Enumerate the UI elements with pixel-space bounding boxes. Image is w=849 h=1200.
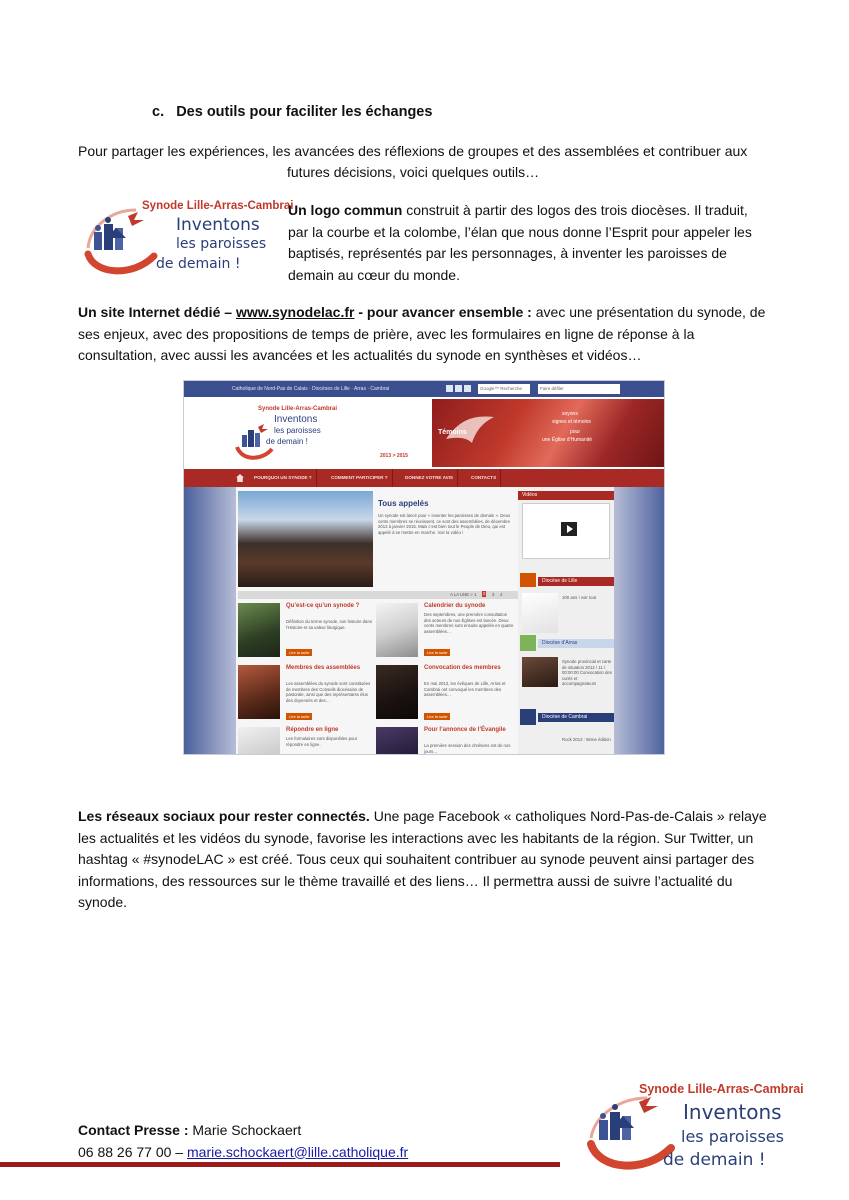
social-paragraph xyxy=(78,806,767,914)
card-membres xyxy=(238,665,376,723)
banner-years: 2013 > 2015 xyxy=(380,453,408,459)
logo-paragraph-l1: construit à partir des logos des trois diocèses. Il traduit, xyxy=(402,202,748,218)
feature-photo xyxy=(238,491,373,587)
pager-page-3[interactable]: 3 xyxy=(492,592,495,597)
lille-thumb xyxy=(522,593,558,633)
card-convocation-title[interactable]: Convocation des membres xyxy=(424,665,501,671)
card-synode xyxy=(238,603,376,661)
footer-logo-line-2: les paroisses xyxy=(681,1127,784,1146)
video-player[interactable] xyxy=(522,503,610,559)
contact-label: Contact Presse : xyxy=(78,1122,189,1138)
card-annonce-photo xyxy=(376,727,418,755)
card-membres-button[interactable]: Lire la suite xyxy=(286,713,312,720)
site-paragraph-l2: ses enjeux, avec des propositions de temps de prière, avec les formulaires en ligne de réponse à la xyxy=(78,325,695,342)
sidebar-arras[interactable]: Diocèse d’Arras xyxy=(538,639,614,648)
site-paragraph-bold2: - pour avancer ensemble : xyxy=(354,304,532,320)
card-calendrier-button[interactable]: Lire la suite xyxy=(424,649,450,656)
site-link[interactable]: www.synodelac.fr xyxy=(235,304,355,320)
heading-letter: c. xyxy=(152,104,165,120)
card-calendrier xyxy=(376,603,516,661)
logo-paragraph-l3: baptisés, représentés par les personnages, à inventer les paroisses de xyxy=(288,245,727,261)
cambrai-logo-icon xyxy=(520,709,536,725)
arras-thumb xyxy=(522,657,558,687)
menu-item-avis[interactable]: DONNEZ VOTRE AVIS xyxy=(401,469,458,487)
footer-logo xyxy=(585,1082,804,1174)
contact-name: Marie Schockaert xyxy=(188,1122,302,1138)
arras-text: Synode provincial et carte de situation 2012 / 11 / 00:00:00 Convocation des curés et accompagnateurs xyxy=(562,659,612,686)
card-repondre-text: Les formulaires sont disponibles pour répondre en ligne. xyxy=(286,736,358,747)
banner-logo-line-3: de demain ! xyxy=(266,437,308,446)
site-content xyxy=(236,487,614,755)
pager-page-4[interactable]: 4 xyxy=(500,592,503,597)
logo-line-2: les paroisses xyxy=(176,236,267,252)
contact-email-link[interactable]: marie.schockaert@lille.catholique.fr xyxy=(187,1143,409,1160)
card-synode-title[interactable]: Qu’est-ce qu’un synode ? xyxy=(286,603,360,609)
card-annonce xyxy=(376,727,516,755)
contact-phone: 06 88 26 77 00 – xyxy=(78,1143,187,1160)
footer-logo-line-3: de demain ! xyxy=(663,1150,766,1170)
card-repondre-photo xyxy=(238,727,280,755)
pager-label: A LA UNE » xyxy=(450,592,473,597)
footer-logo-title: Synode Lille-Arras-Cambrai xyxy=(639,1082,804,1096)
banner-photo xyxy=(432,399,665,467)
social-paragraph-bold: Les réseaux sociaux pour rester connectés. xyxy=(78,808,370,824)
site-paragraph-l1: avec une présentation du synode, de xyxy=(531,304,766,320)
heading-text: Des outils pour faciliter les échanges xyxy=(176,104,433,120)
banner-logo-line-1: Inventons xyxy=(274,414,318,425)
banner-word-4: pour xyxy=(570,429,581,435)
lille-logo-icon xyxy=(520,573,536,587)
rss-icon[interactable] xyxy=(464,385,471,392)
social-paragraph-l4: informations, des ressources sur le thème travaillé et des liens… Il permettra aussi de suivre l’actualité du xyxy=(78,872,733,889)
section-heading xyxy=(152,102,432,124)
site-paragraph-bold1: Un site Internet dédié – xyxy=(78,304,236,320)
contact-block xyxy=(78,1120,408,1163)
banner-logo-line-2: les paroisses xyxy=(274,426,321,435)
card-convocation-photo xyxy=(376,665,418,719)
lille-text: 100 ans ! voir tout xyxy=(562,595,597,600)
card-synode-text: Définition du terme synode, son histoire dans l’Histoire et sa valeur liturgique. xyxy=(286,619,372,630)
menu-item-pourquoi[interactable]: POURQUOI UN SYNODE ? xyxy=(250,469,317,487)
card-calendrier-title[interactable]: Calendrier du synode xyxy=(424,603,486,609)
card-membres-photo xyxy=(238,665,280,719)
feature-text: Un synode est lancé pour « inventer les paroisses de demain ». Deux cents membres se réunissent, ce sont des assemblées, de décembre 2013 à janvier 2015. Mais c’est bien tout le Peuple de Dieu, qui est appelé à se mettre en marche. Voir la vidéo ! xyxy=(378,513,511,535)
logo-line-1: Inventons xyxy=(176,215,260,235)
banner-word-1: Témoins xyxy=(438,429,467,436)
menu-item-comment[interactable]: COMMENT PARTICIPER ? xyxy=(327,469,393,487)
social-paragraph-l3: hashtag « #synodeLAC » est créé. Tous ceux qui souhaitent contribuer au synode peuvent ainsi partager des xyxy=(78,851,755,867)
topbar-text: Catholique de Nord-Pas de Calais · Diocèses de Lille · Arras · Cambrai xyxy=(232,386,390,392)
card-membres-text: Les assemblées du synode sont constituées de membres des Conseils diocésains de pastorale, ainsi que des représentants élus des doyennés et des… xyxy=(286,681,371,703)
twitter-icon[interactable] xyxy=(455,385,462,392)
menu-item-contacts[interactable]: CONTACTS xyxy=(467,469,501,487)
card-repondre xyxy=(238,727,376,755)
card-synode-button[interactable]: Lire la suite xyxy=(286,649,312,656)
arras-logo-icon xyxy=(520,635,536,651)
site-menubar xyxy=(184,469,665,487)
logo-title: Synode Lille-Arras-Cambrai xyxy=(142,200,294,212)
logo-line-3: de demain ! xyxy=(156,256,241,272)
intro-line-2: futures décisions, voici quelques outils… xyxy=(287,164,540,180)
website-screenshot xyxy=(183,380,665,755)
site-topbar xyxy=(184,381,665,397)
sidebar-cambrai[interactable]: Diocèse de Cambrai xyxy=(538,713,614,722)
synode-logo xyxy=(80,198,294,278)
play-triangle-icon xyxy=(567,525,573,533)
feature-title[interactable]: Tous appelés xyxy=(378,499,429,508)
footer-logo-line-1: Inventons xyxy=(683,1100,782,1124)
logo-paragraph-l2: par la courbe et la colombe, l’élan que nous donne l’Esprit pour appeler les xyxy=(288,223,752,240)
facebook-icon[interactable] xyxy=(446,385,453,392)
cambrai-text: Rock 2013 : 9ème édition xyxy=(562,737,611,742)
card-annonce-title[interactable]: Pour l’annonce de l’Évangile xyxy=(424,727,506,733)
footer-rule xyxy=(0,1162,560,1167)
card-membres-title[interactable]: Membres des assemblées xyxy=(286,665,361,671)
intro-line-1: Pour partager les expériences, les avancées des réflexions de groupes et des assemblées et contribuer aux xyxy=(78,143,748,159)
site-banner xyxy=(184,397,665,469)
banner-word-2: soyons xyxy=(562,411,578,417)
sidebar-videos: Vidéos xyxy=(518,491,614,500)
site-select[interactable]: Faire défiler xyxy=(538,384,620,394)
social-paragraph-l1: Une page Facebook « catholiques Nord-Pas-de-Calais » relaye xyxy=(369,808,767,824)
card-convocation xyxy=(376,665,516,723)
card-calendrier-photo xyxy=(376,603,418,657)
card-calendrier-text: Des septembres, une première consultation des acteurs de nos Églises est lancée. Deux cents membres sont ensuite appelés en quatre assemblées… xyxy=(424,612,514,634)
home-icon[interactable] xyxy=(236,474,244,482)
card-synode-photo xyxy=(238,603,280,657)
logo-paragraph-bold: Un logo commun xyxy=(288,202,403,218)
banner-logo-title: Synode Lille-Arras-Cambrai xyxy=(258,406,338,412)
site-paragraph-l3: consultation, avec aussi les avancées et les actualités du synode en synthèses et vidéos… xyxy=(78,347,642,363)
banner-word-5: une Église d’Humanité xyxy=(542,437,593,443)
sidebar-lille[interactable]: Diocèse de Lille xyxy=(538,577,614,586)
site-search-input[interactable]: Google™ Recherche xyxy=(478,384,530,394)
banner-word-3: signes et témoins xyxy=(552,419,591,425)
card-annonce-text: La première session des chrétiens est de nos jours… xyxy=(424,743,511,754)
logo-paragraph-l4: demain au cœur du monde. xyxy=(288,266,460,283)
card-convocation-button[interactable]: Lire la suite xyxy=(424,713,450,720)
pager xyxy=(238,591,518,599)
site-paragraph xyxy=(78,302,765,367)
logo-paragraph xyxy=(288,200,788,286)
card-convocation-text: En mai 2013, les évêques de Lille, Arras et Cambrai ont convoqué les membres des assemblées… xyxy=(424,681,506,697)
card-repondre-title[interactable]: Répondre en ligne xyxy=(286,727,339,733)
social-paragraph-l2: les actualités et les vidéos du synode, favorise les interactions avec les habitants de la région. Sur Twitter, un xyxy=(78,829,754,846)
pager-page-2[interactable]: 2 xyxy=(483,591,486,596)
site-sidebar xyxy=(518,487,614,755)
pager-page-1[interactable]: 1 xyxy=(474,592,477,597)
footer-logo-mark-icon xyxy=(585,1086,675,1176)
social-paragraph-l5: synode. xyxy=(78,894,128,910)
